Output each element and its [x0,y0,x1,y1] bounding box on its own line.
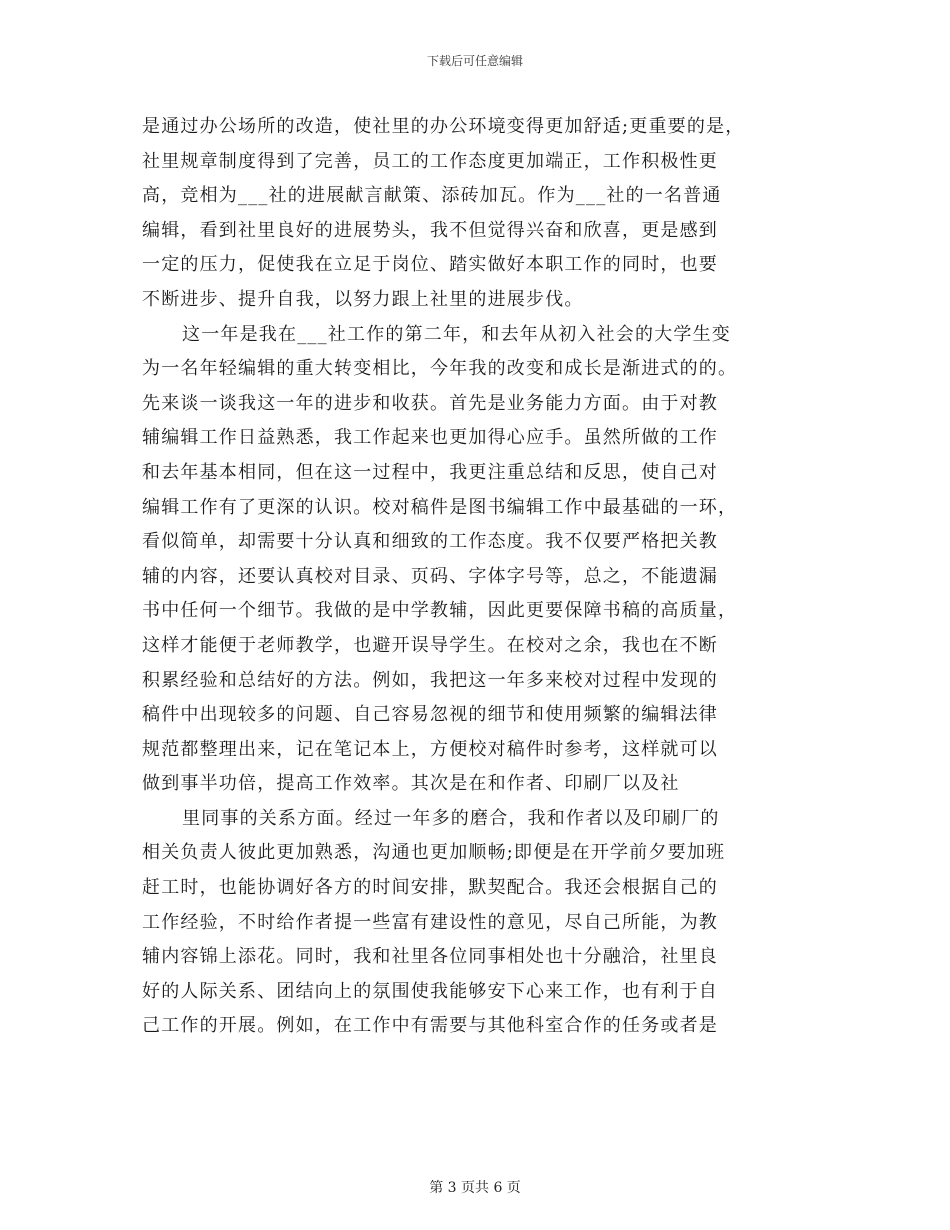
page-footer: 第 3 页共 6 页 [429,1180,521,1196]
text-line: 辅内容锦上添花。同时，我和社里各位同事相处也十分融洽，社里良 [142,946,718,968]
text-line: 高，竞相为___社的进展献言献策、添砖加瓦。作为___社的一名普通 [142,185,722,207]
document-body [142,110,822,1044]
text-line: 和去年基本相同，但在这一过程中，我更注重总结和反思，使自己对 [142,461,718,483]
text-line: 好的人际关系、团结向上的氛围使我能够安下心来工作，也有利于自 [142,980,718,1002]
text-line: 己工作的开展。例如，在工作中有需要与其他科室合作的任务或者是 [142,1015,718,1037]
text-line: 看似简单，却需要十分认真和细致的工作态度。我不仅要严格把关教 [142,531,718,553]
text-line: 这一年是我在___社工作的第二年，和去年从初入社会的大学生变 [182,323,731,345]
text-line: 稿件中出现较多的问题、自己容易忽视的细节和使用频繁的编辑法律 [142,704,718,726]
text-line: 辅的内容，还要认真校对目录、页码、字体字号等，总之，不能遗漏 [142,565,718,587]
text-line: 编辑，看到社里良好的进展势头，我不但觉得兴奋和欣喜，更是感到 [142,219,718,241]
text-line: 编辑工作有了更深的认识。校对稿件是图书编辑工作中最基础的一环， [142,496,738,518]
text-line: 做到事半功倍，提高工作效率。其次是在和作者、印刷厂以及社 [142,773,680,795]
text-line: 赶工时，也能协调好各方的时间安排，默契配合。我还会根据自己的 [142,877,718,899]
page-header: 下载后可任意编辑 [426,54,523,68]
text-line: 辅编辑工作日益熟悉，我工作起来也更加得心应手。虽然所做的工作 [142,427,718,449]
text-line: 是通过办公场所的改造，使社里的办公环境变得更加舒适;更重要的是， [142,116,745,137]
text-line: 书中任何一个细节。我做的是中学教辅，因此更要保障书稿的高质量， [142,600,738,622]
text-line: 为一名年轻编辑的重大转变相比，今年我的改变和成长是渐进式的的。 [142,358,738,380]
text-line: 规范都整理出来，记在笔记本上，方便校对稿件时参考，这样就可以 [142,738,718,760]
text-line: 社里规章制度得到了完善，员工的工作态度更加端正，工作积极性更 [142,150,718,172]
text-line: 不断进步、提升自我，以努力跟上社里的进展步伐。 [142,288,584,310]
text-line: 一定的压力，促使我在立足于岗位、踏实做好本职工作的同时，也要 [142,254,718,276]
text-line: 积累经验和总结好的方法。例如，我把这一年多来校对过程中发现的 [142,669,718,691]
text-line: 相关负责人彼此更加熟悉，沟通也更加顺畅;即便是在开学前夕要加班 [142,842,726,864]
text-line: 里同事的关系方面。经过一年多的磨合，我和作者以及印刷厂的 [182,807,720,829]
text-line: 这样才能便于老师教学，也避开误导学生。在校对之余，我也在不断 [142,634,718,656]
text-line: 工作经验，不时给作者提一些富有建设性的意见，尽自己所能，为教 [142,911,718,933]
text-line: 先来谈一谈我这一年的进步和收获。首先是业务能力方面。由于对教 [142,392,718,414]
